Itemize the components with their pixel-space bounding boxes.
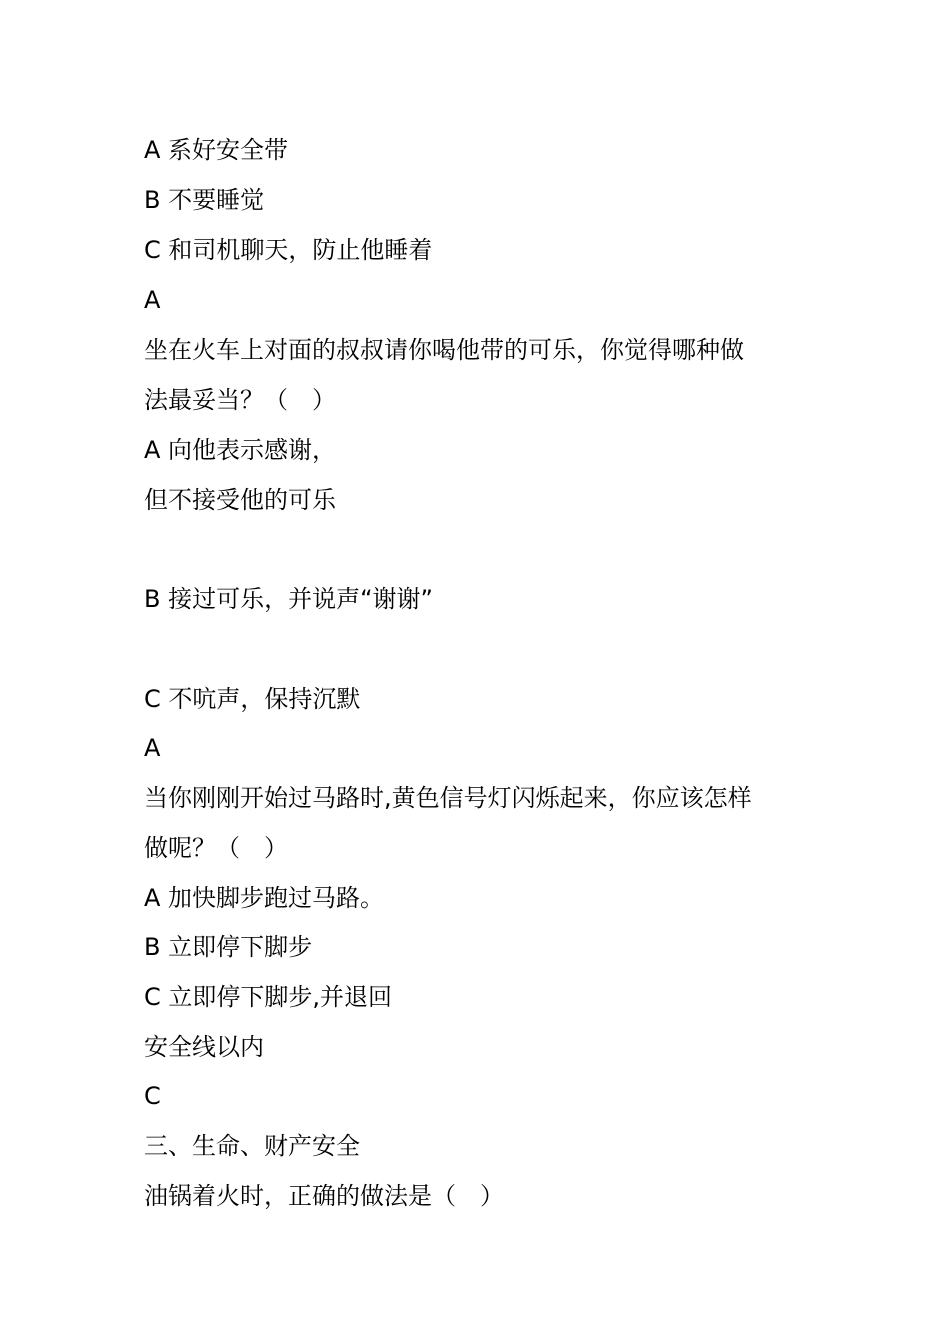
question-line: 法最妥当？（ ）: [144, 386, 336, 414]
option-line: B 立即停下脚步: [144, 933, 313, 961]
option-line: C 不吭声，保持沉默: [144, 685, 361, 713]
option-line: C 立即停下脚步,并退回: [144, 983, 393, 1011]
option-line: A 加快脚步跑过马路。: [144, 884, 385, 912]
question-line: 做呢？（ ）: [144, 834, 288, 862]
answer-line: C: [144, 1082, 161, 1110]
question-line: 油锅着火时，正确的做法是（ ）: [144, 1182, 504, 1210]
answer-line: A: [144, 734, 161, 762]
option-line: C 和司机聊天，防止他睡着: [144, 236, 433, 264]
option-line: A 向他表示感谢，: [144, 436, 337, 464]
option-line: B 接过可乐，并说声“谢谢”: [144, 585, 433, 613]
question-line: 当你刚刚开始过马路时,黄色信号灯闪烁起来，你应该怎样: [144, 784, 752, 812]
option-line: B 不要睡觉: [144, 186, 265, 214]
question-line: 坐在火车上对面的叔叔请你喝他带的可乐，你觉得哪种做: [144, 336, 744, 364]
section-heading: 三、生命、财产安全: [144, 1132, 360, 1160]
answer-line: A: [144, 286, 161, 314]
option-line: 安全线以内: [144, 1033, 264, 1061]
option-line: 但不接受他的可乐: [144, 486, 336, 514]
option-line: A 系好安全带: [144, 136, 289, 164]
